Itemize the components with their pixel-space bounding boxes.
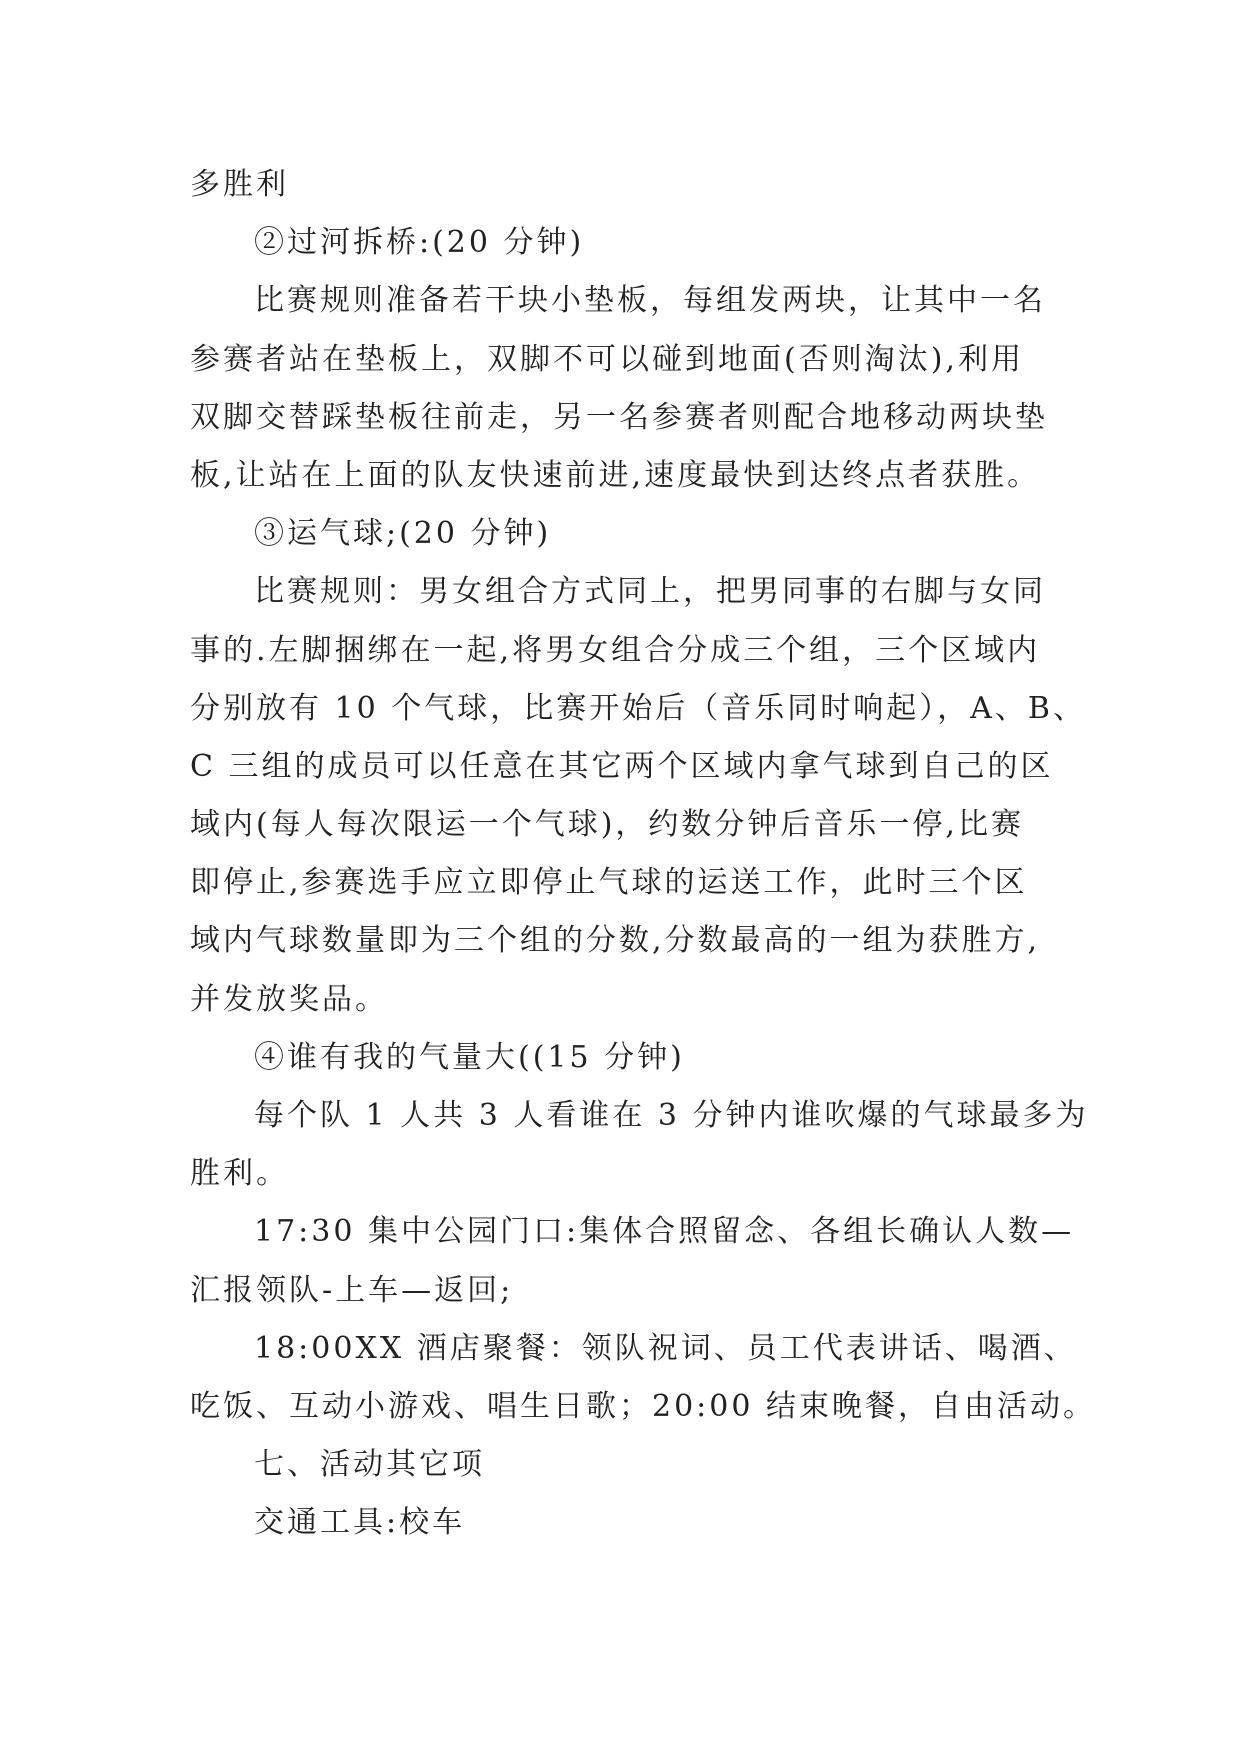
body-line: 比赛规则准备若干块小垫板，每组发两块，让其中一名	[254, 283, 1046, 319]
body-line: 双脚交替踩垫板往前走，另一名参赛者则配合地移动两块垫	[190, 399, 1048, 435]
document-body	[190, 156, 1096, 1553]
body-line: 事的.左脚捆绑在一起,将男女组合分成三个组，三个区域内	[190, 632, 1041, 668]
body-line: 域内(每人每次限运一个气球)，约数分钟后音乐一停,比赛	[190, 807, 1024, 843]
body-line: 交通工具:校车	[254, 1505, 466, 1541]
body-line: 吃饭、互动小游戏、唱生日歌；20:00 结束晚餐，自由活动。	[190, 1388, 1096, 1424]
body-line: 17:30 集中公园门口:集体合照留念、各组长确认人数—	[254, 1214, 1075, 1250]
body-line: ④谁有我的气量大((15 分钟)	[254, 1039, 685, 1075]
body-line: 胜利。	[190, 1156, 289, 1192]
body-line: 每个队 1 人共 3 人看谁在 3 分钟内谁吹爆的气球最多为	[254, 1098, 1089, 1133]
body-line: 18:00XX 酒店聚餐：领队祝词、员工代表讲话、喝酒、	[254, 1330, 1077, 1366]
body-line: 并发放奖品。	[190, 981, 388, 1017]
body-line: ②过河拆桥:(20 分钟)	[254, 225, 585, 261]
body-line: C 三组的成员可以任意在其它两个区域内拿气球到自己的区	[190, 748, 1054, 784]
body-line: 多胜利	[190, 167, 289, 202]
body-line: 分别放有 10 个气球，比赛开始后（音乐同时响起），A、B、	[190, 690, 1086, 726]
body-line: ③运气球;(20 分钟)	[254, 516, 552, 552]
body-line: 域内气球数量即为三个组的分数,分数最高的一组为获胜方,	[190, 923, 1041, 959]
section-heading: 七、活动其它项	[254, 1447, 485, 1483]
body-line: 汇报领队-上车—返回;	[190, 1272, 514, 1308]
body-line: 板,让站在上面的队友快速前进,速度最快到达终点者获胜。	[190, 457, 1041, 493]
body-line: 比赛规则：男女组合方式同上，把男同事的右脚与女同	[254, 574, 1046, 610]
body-line: 即停止,参赛选手应立即停止气球的运送工作，此时三个区	[190, 865, 1028, 901]
body-line: 参赛者站在垫板上，双脚不可以碰到地面(否则淘汰),利用	[190, 341, 1024, 377]
